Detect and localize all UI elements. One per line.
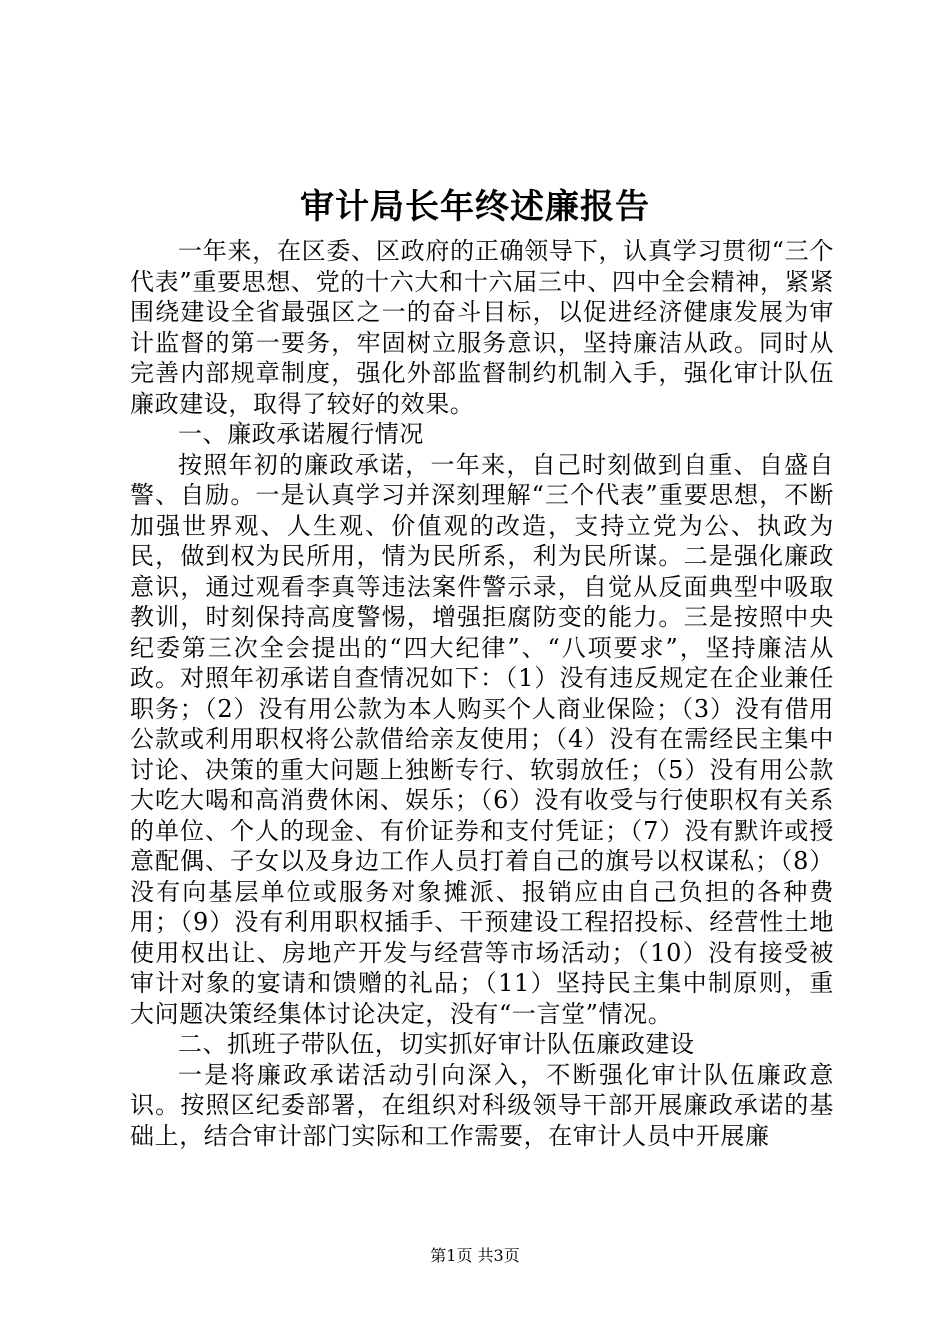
document-title: 审计局长年终述廉报告 [300, 187, 650, 227]
document-body [130, 236, 834, 1151]
paragraph-intro: 一年来，在区委、区政府的正确领导下，认真学习贯彻“三个代表”重要思想、党的十六大和十六届三中、四中全会精神，紧紧围绕建设全省最强区之一的奋斗目标，以促进经济健康发展为审计监督的第一要务，牢固树立服务意识，坚持廉洁从政。同时从完善内部规章制度，强化外部监督制约机制入手，强化审计队伍廉政建设，取得了较好的效果。 [130, 237, 834, 418]
paragraph-section-1: 按照年初的廉政承诺，一年来，自己时刻做到自重、自盛自警、自励。一是认真学习并深刻理解“三个代表”重要思想，不断加强世界观、人生观、价值观的改造，支持立党为公、执政为民，做到权为民所用，情为民所系，利为民所谋。二是强化廉政意识，通过观看李真等违法案件警示录，自觉从反面典型中吸取教训，时刻保持高度警惕，增强拒腐防变的能力。三是按照中央纪委第三次全会提出的“四大纪律”、“八项要求”，坚持廉洁从政。对照年初承诺自查情况如下：（1）没有违反规定在企业兼任职务；（2）没有用公款为本人购买个人商业保险；（3）没有借用公款或利用职权将公款借给亲友使用；（4）没有在需经民主集中讨论、决策的重大问题上独断专行、软弱放任；（5）没有用公款大吃大喝和高消费休闲、娱乐；（6）没有收受与行使职权有关系的单位、个人的现金、有价证券和支付凭证；（7）没有默许或授意配偶、子女以及身边工作人员打着自己的旗号以权谋私；（8）没有向基层单位或服务对象摊派、报销应由自己负担的各种费用；（9）没有利用职权插手、干预建设工程招投标、经营性土地使用权出让、房地产开发与经营等市场活动；（10）没有接受被审计对象的宴请和馈赠的礼品；（11）坚持民主集中制原则，重大问题决策经集体讨论决定，没有“一言堂”情况。 [130, 450, 834, 1028]
paragraph-section-2: 一是将廉政承诺活动引向深入，不断强化审计队伍廉政意识。按照区纪委部署，在组织对科级领导干部开展廉政承诺的基础上，结合审计部门实际和工作需要，在审计人员中开展廉 [130, 1060, 834, 1150]
section-heading-2: 二、抓班子带队伍，切实抓好审计队伍廉政建设 [178, 1030, 695, 1058]
page-footer: 第1页 共3页 [430, 1246, 520, 1265]
section-heading-1: 一、廉政承诺履行情况 [178, 420, 424, 448]
